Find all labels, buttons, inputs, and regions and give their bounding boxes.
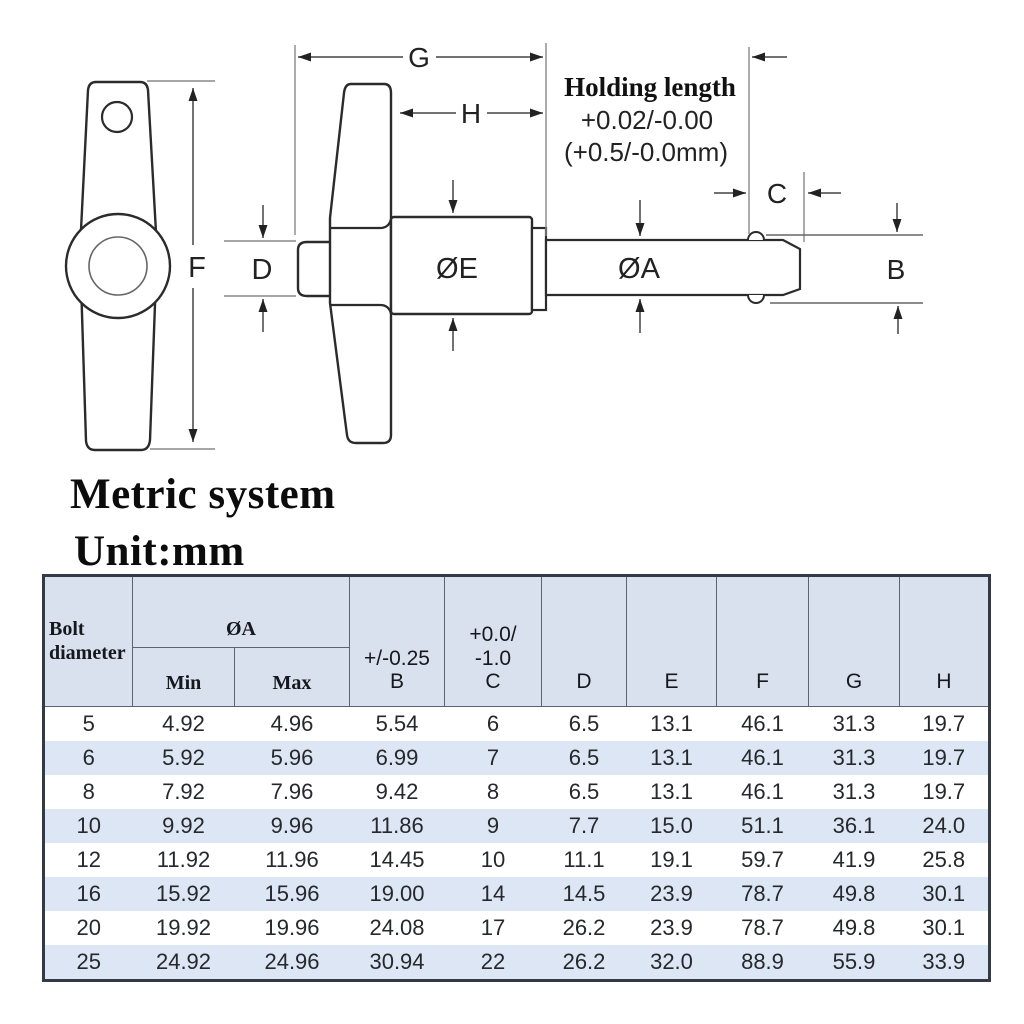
table-cell: 6 (82, 745, 95, 770)
table-cell: 25 (76, 949, 101, 974)
table-cell: 5.92 (162, 745, 205, 770)
table-cell: 22 (480, 949, 506, 974)
table-cell: 11.86 (370, 813, 424, 838)
table-cell: 19.96 (264, 915, 320, 940)
table-cell: 13.1 (650, 711, 693, 736)
table-cell: 13.1 (650, 779, 693, 804)
table-cell: 7.92 (162, 779, 205, 804)
dim-label-dia-a: ØA (618, 253, 660, 285)
table-cell: 7 (486, 745, 500, 770)
header-dia-a: ØA (133, 576, 350, 648)
table-cell: 33.9 (922, 949, 966, 974)
table-cell: 6 (486, 711, 500, 736)
table-cell: 19.1 (650, 847, 693, 872)
table-row (44, 911, 990, 945)
table-cell: 78.7 (741, 881, 784, 906)
table-cell: 10 (480, 847, 506, 872)
unit-label: Unit:mm (74, 528, 245, 575)
table-cell: 20 (76, 915, 101, 940)
header-b-tolerance: +/-0.25 (364, 646, 430, 670)
table-cell: 31.3 (832, 779, 876, 804)
lanyard-hole (102, 102, 132, 132)
table-cell: 5.96 (270, 745, 314, 770)
table-cell: 26.2 (562, 915, 606, 940)
dim-label-b: B (886, 254, 906, 285)
header-e: E (627, 576, 717, 707)
table-cell: 14.5 (562, 881, 606, 906)
header-d: D (542, 576, 627, 707)
table-cell: 55.9 (832, 949, 876, 974)
table-cell: 10 (76, 813, 101, 838)
table-cell: 7.7 (568, 813, 600, 838)
header-c-tolerance2: -1.0 (474, 646, 512, 670)
table-cell: 15.0 (650, 813, 693, 838)
table-cell: 30.1 (922, 915, 966, 940)
holding-length-tolerance-mm: (+0.5/-0.0mm) (564, 137, 728, 167)
table-row (44, 707, 990, 742)
table-cell: 49.8 (832, 881, 876, 906)
table-cell: 9.96 (270, 813, 314, 838)
spec-table (42, 574, 991, 982)
table-cell: 6.5 (568, 745, 600, 770)
table-row (44, 741, 990, 775)
dim-label-h: H (460, 98, 482, 129)
table-cell: 6.5 (568, 779, 600, 804)
release-button (298, 242, 330, 296)
table-cell: 7.96 (270, 779, 314, 804)
table-cell: 11.1 (563, 847, 605, 872)
table-row (44, 843, 990, 877)
table-cell: 12 (76, 847, 101, 872)
table-cell: 19.7 (922, 779, 966, 804)
table-cell: 24.08 (369, 915, 425, 940)
header-b (350, 576, 445, 707)
spec-table-body (44, 707, 990, 981)
table-cell: 59.7 (741, 847, 784, 872)
table-row (44, 877, 990, 911)
table-cell: 19.00 (369, 881, 425, 906)
table-cell: 30.94 (369, 949, 425, 974)
header-bolt-line1: Bolt (49, 617, 85, 640)
table-row (44, 809, 990, 843)
pin-shaft (546, 240, 800, 295)
table-cell: 23.9 (650, 881, 693, 906)
header-c-letter: C (485, 670, 501, 694)
table-cell: 8 (486, 779, 500, 804)
table-cell: 4.92 (162, 711, 205, 736)
table-cell: 24.92 (155, 949, 212, 974)
table-cell: 5 (82, 711, 95, 736)
table-cell: 31.3 (832, 711, 876, 736)
table-cell: 25.8 (922, 847, 966, 872)
table-cell: 14 (480, 881, 506, 906)
holding-length-tolerance: +0.02/-0.00 (580, 105, 714, 135)
dim-label-f: F (188, 252, 206, 284)
table-cell: 46.1 (741, 745, 784, 770)
table-cell: 4.96 (270, 711, 314, 736)
table-cell: 26.2 (562, 949, 606, 974)
header-g: G (809, 576, 900, 707)
table-cell: 19.7 (922, 745, 966, 770)
table-cell: 11.92 (156, 847, 211, 872)
handle-side-outline (330, 84, 391, 443)
table-cell: 24.96 (264, 949, 320, 974)
table-cell: 51.1 (741, 813, 784, 838)
table-cell: 14.45 (369, 847, 425, 872)
metric-system-title: Metric system (70, 471, 336, 518)
table-cell: 78.7 (741, 915, 784, 940)
detent-ball-bottom (748, 295, 764, 303)
table-cell: 24.0 (922, 813, 966, 838)
dim-label-g: G (408, 42, 430, 73)
table-cell: 19.7 (922, 711, 966, 736)
header-c-tolerance1: +0.0/ (469, 623, 517, 647)
dim-label-dia-e: ØE (436, 253, 478, 285)
table-cell: 46.1 (741, 779, 784, 804)
table-cell: 5.54 (375, 711, 419, 736)
header-max: Max (235, 648, 350, 707)
header-bolt-diameter (44, 576, 133, 707)
table-cell: 15.92 (155, 881, 212, 906)
dim-label-c: C (766, 178, 788, 209)
table-cell: 16 (76, 881, 101, 906)
header-bolt-line2: diameter (49, 641, 126, 664)
header-b-letter: B (389, 670, 404, 694)
table-cell: 9.92 (162, 813, 205, 838)
detent-ball-top (748, 232, 764, 240)
table-cell: 15.96 (264, 881, 320, 906)
table-cell: 6.5 (568, 711, 600, 736)
table-cell: 41.9 (832, 847, 876, 872)
table-cell: 23.9 (650, 915, 693, 940)
header-c (445, 576, 542, 707)
header-h: H (900, 576, 990, 707)
table-cell: 11.96 (265, 847, 319, 872)
header-f: F (717, 576, 809, 707)
table-cell: 17 (480, 915, 506, 940)
header-min: Min (133, 648, 235, 707)
table-cell: 49.8 (832, 915, 876, 940)
front-view (66, 82, 170, 450)
table-cell: 46.1 (741, 711, 784, 736)
table-cell: 36.1 (832, 813, 876, 838)
step-ring (532, 228, 546, 310)
table-cell: 9.42 (375, 779, 419, 804)
dim-label-d: D (251, 254, 273, 286)
table-cell: 9 (486, 813, 500, 838)
table-row (44, 775, 990, 809)
spec-table-header (44, 576, 990, 707)
table-row (44, 945, 990, 981)
table-cell: 32.0 (650, 949, 693, 974)
table-cell: 13.1 (650, 745, 693, 770)
table-cell: 31.3 (832, 745, 876, 770)
holding-length-title: Holding length (564, 72, 736, 102)
table-cell: 30.1 (922, 881, 966, 906)
table-cell: 8 (82, 779, 95, 804)
table-cell: 19.92 (155, 915, 212, 940)
table-cell: 6.99 (375, 745, 419, 770)
table-cell: 88.9 (741, 949, 784, 974)
center-boss-outer (66, 214, 170, 318)
